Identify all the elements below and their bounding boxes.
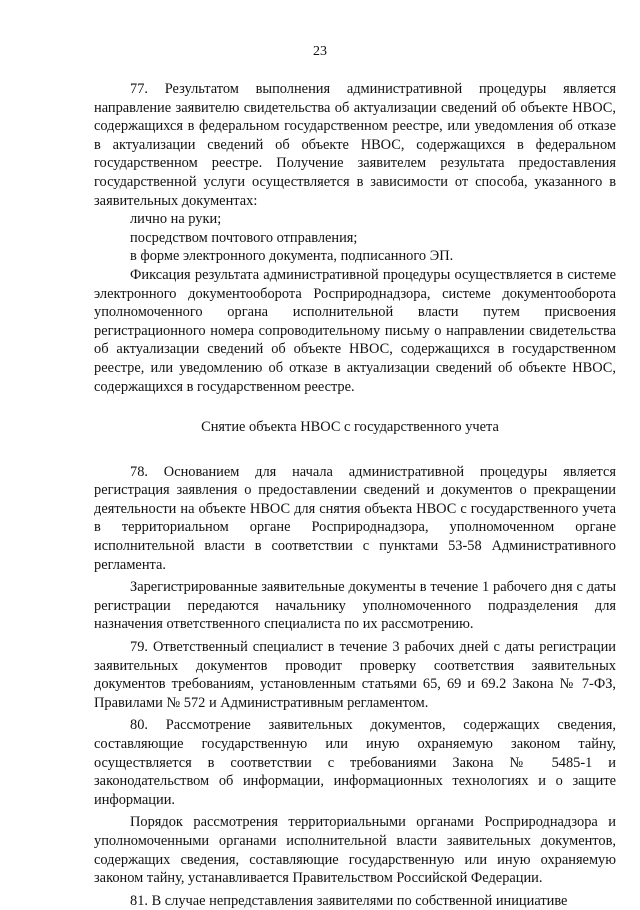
paragraph-77: 77. Результатом выполнения административной процедуры является направление заявителю свидетельства об актуализации сведений об объекте НВОС, содержащихся в федеральном государственном реестре, или уведомления об отказе в актуализации сведений об объекте НВОС, содержащихся в федеральном государственном реестре. Получение заявителем результата предоставления государственной услуги осуществляется в зависимости от способа, указанного в заявительных документах: (94, 81, 616, 209)
paragraph-79: 79. Ответственный специалист в течение 3 рабочих дней с даты регистрации заявительных документов проводит проверку соответствия заявительных документов требованиям, установленным статьями 65, 69 и 69.2 Закона № 7-ФЗ, Правилами № 572 и Административным регламентом. (94, 639, 616, 711)
paragraph-result-fixation: Фиксация результата административной процедуры осуществляется в системе электронного документооборота Росприроднадзора, системе документооборота уполномоченного органа исполнительной власти путем присвоения регистрационного номера сопроводительному письму о направлении свидетельства об актуализации сведений об объекте НВОС, содержащихся в государственном реестре, или уведомлению об отказе в актуализации сведений об объекте НВОС, содержащихся в государственном реестре. (94, 266, 616, 395)
paragraph-78: 78. Основанием для начала административной процедуры является регистрация заявления о предоставлении сведений и документов о прекращении деятельности на объекте НВОС для снятия объекта НВОС с государственного учета в территориальном органе Росприроднадзора, уполномоченном органе исполнительной власти в соответствии с пунктами 53-58 Административного регламента. (94, 463, 616, 573)
paragraph-review-procedure: Порядок рассмотрения территориальными органами Росприроднадзора и уполномоченными органами исполнительной власти заявительных документов, содержащих сведения, составляющие государственную или иную охраняемую законом тайну, устанавливается Правительством Российской Федерации. (94, 814, 616, 887)
paragraph-registered-docs: Зарегистрированные заявительные документы в течение 1 рабочего дня с даты регистрации передаются начальнику уполномоченного подразделения для назначения ответственного специалиста по их рассмотрению. (94, 579, 616, 633)
list-item-postal: посредством почтового отправления; (130, 229, 358, 246)
paragraph-80: 80. Рассмотрение заявительных документов, содержащих сведения, составляющие государственную или иную охраняемую законом тайну, осуществляется в соответствии с требованиями Закона № 5485-1 и законодательством об информации, информационных технологиях и о защите информации. (94, 717, 616, 808)
list-item-electronic: в форме электронного документа, подписанного ЭП. (130, 248, 454, 265)
list-item-in-person: лично на руки; (130, 211, 222, 228)
page-number: 23 (313, 44, 327, 59)
section-heading: Снятие объекта НВОС с государственного учета (201, 419, 499, 436)
paragraph-81: 81. В случае непредставления заявителями по собственной инициативе (130, 892, 568, 909)
